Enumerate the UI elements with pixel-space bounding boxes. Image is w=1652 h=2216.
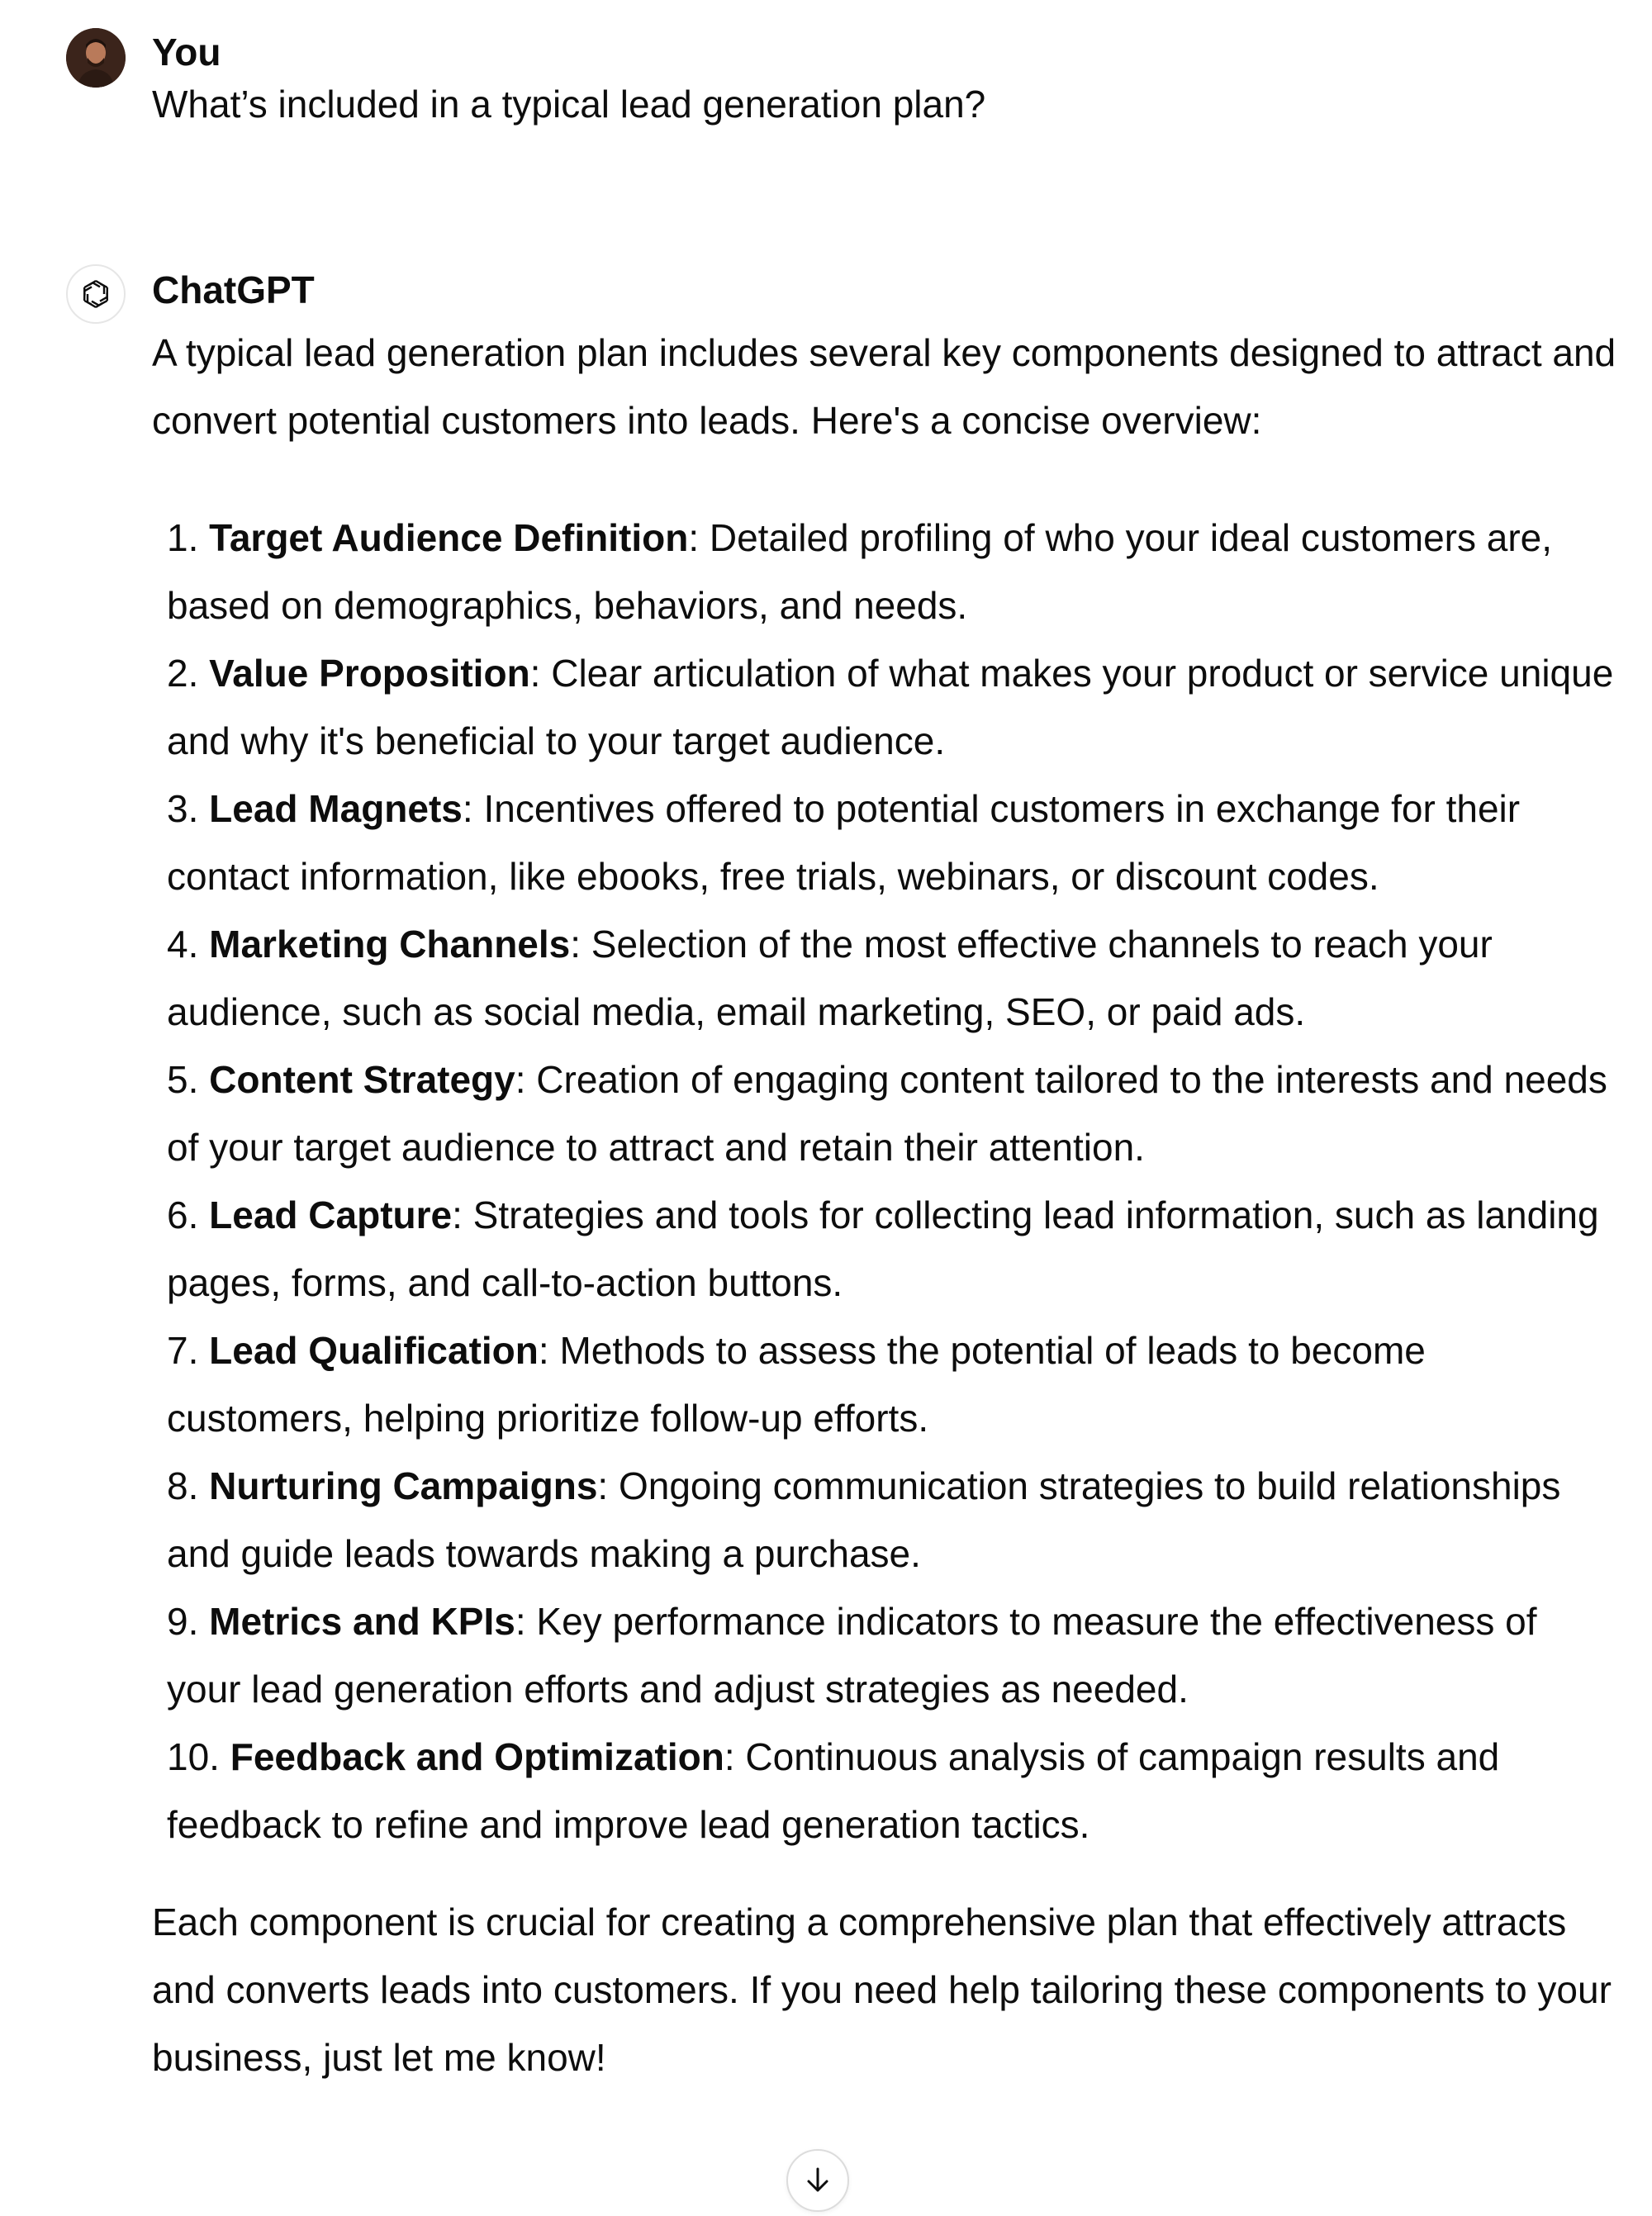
list-item [167,1723,1619,1858]
list-item-number: 1. [167,516,199,559]
list-item-number: 2. [167,652,199,695]
list-item-title: Value Proposition [209,652,530,695]
list-item-title: Marketing Channels [209,923,571,966]
list-item-description: : Detailed profiling of who your ideal customers are, based on demographics, behaviors, and needs. [167,516,1553,627]
assistant-name: ChatGPT [152,268,315,311]
components-list [167,504,1619,1858]
list-item-description: : Strategies and tools for collecting lead information, such as landing pages, forms, and call-to-action buttons. [167,1193,1599,1304]
list-item-number: 4. [167,923,199,966]
list-item [167,1317,1619,1452]
list-item-description: : Clear articulation of what makes your product or service unique and why it's beneficial to your target audience. [167,652,1614,762]
assistant-avatar [66,264,126,324]
list-item [167,504,1619,639]
list-item [167,1587,1619,1723]
list-item-description: : Incentives offered to potential customers in exchange for their contact information, like ebooks, free trials, webinars, or discount codes. [167,787,1521,898]
list-item [167,1181,1619,1317]
user-message-text: What’s included in a typical lead generation plan? [152,83,986,126]
list-item-number: 5. [167,1058,199,1101]
list-item [167,910,1619,1046]
list-item-number: 7. [167,1329,199,1372]
list-item-description: : Selection of the most effective channels to reach your audience, such as social media, email marketing, SEO, or paid ads. [167,923,1493,1033]
list-item-description: : Ongoing communication strategies to build relationships and guide leads towards making a purchase. [167,1464,1561,1575]
list-item-title: Feedback and Optimization [230,1735,724,1778]
list-item-description: : Key performance indicators to measure the effectiveness of your lead generation efforts and adjust strategies as needed. [167,1600,1537,1711]
user-avatar-icon [66,28,126,88]
list-item-title: Metrics and KPIs [209,1600,515,1643]
list-item-title: Lead Qualification [209,1329,539,1372]
list-item-number: 10. [167,1735,220,1778]
list-item-number: 9. [167,1600,199,1643]
scroll-to-bottom-button[interactable] [786,2149,849,2212]
list-item-title: Lead Magnets [209,787,463,830]
list-item-description: : Continuous analysis of campaign results and feedback to refine and improve lead generation tactics. [167,1735,1500,1846]
list-item-number: 8. [167,1464,199,1507]
list-item-description: : Methods to assess the potential of leads to become customers, helping prioritize follow-up efforts. [167,1329,1426,1440]
assistant-outro-text: Each component is crucial for creating a comprehensive plan that effectively attracts and converts leads into customers. If you need help tailoring these components to your business, just let me know! [152,1900,1612,2079]
list-item [167,639,1619,775]
list-item [167,1046,1619,1181]
openai-logo-icon [76,274,116,314]
list-item-title: Target Audience Definition [209,516,689,559]
list-item-description: : Creation of engaging content tailored to the interests and needs of your target audience to attract and retain their attention. [167,1058,1607,1169]
list-item-number: 3. [167,787,199,830]
arrow-down-icon [801,2164,834,2197]
assistant-intro-text: A typical lead generation plan includes several key components designed to attract and convert potential customers into leads. Here's a concise overview: [152,331,1616,442]
list-item-title: Lead Capture [209,1193,453,1236]
list-item [167,1452,1619,1587]
user-name: You [152,31,221,74]
list-item-title: Content Strategy [209,1058,515,1101]
list-item-title: Nurturing Campaigns [209,1464,598,1507]
list-item [167,775,1619,910]
list-item-number: 6. [167,1193,199,1236]
user-avatar [66,28,126,88]
